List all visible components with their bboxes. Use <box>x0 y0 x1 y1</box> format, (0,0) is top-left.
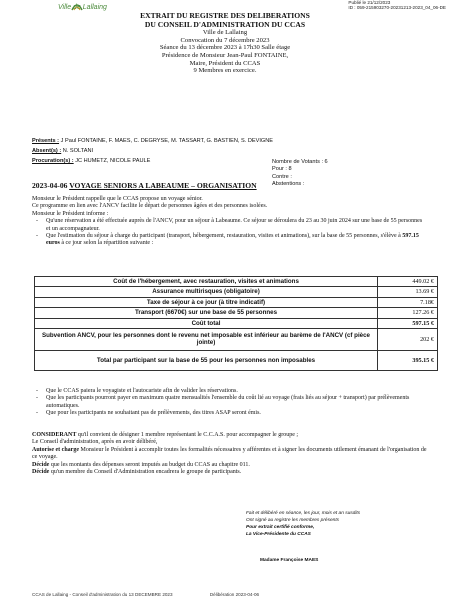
decision-text <box>32 432 427 476</box>
authorize-paragraph <box>32 447 427 462</box>
intro-paragraph: Monsieur le Président informe : <box>32 210 109 217</box>
table-row <box>35 287 438 297</box>
cost-value: 13.69 € <box>378 287 438 297</box>
signature-line: La Vice-Présidente du CCAS <box>246 532 311 537</box>
logo-text: Ville de Lallaing <box>58 4 107 11</box>
header-title-1: EXTRAIT DU REGISTRE DES DELIBERATIONS <box>140 11 310 20</box>
authorize-text: Monsieur le Président à accomplir toutes les formalités nécessaires y afférentes et à signer les documents utilement émanant de l'organisation de ce voyage. <box>32 446 427 461</box>
cost-label: Assurance multirisques (obligatoire) <box>35 287 378 297</box>
table-row <box>35 350 438 370</box>
header-line: Présidence de Monsieur Jean-Paul FONTAINE, <box>161 51 289 59</box>
absent-label: Absent(s) : <box>32 148 62 154</box>
footer-left: CCAS de Lallaing - Conseil d'administration du 13 DECEMBRE 2023 <box>32 592 173 597</box>
total-amount: 597.15 euros <box>46 233 419 247</box>
signature-line: Fait et délibéré en séance, les jour, mois et an susdits <box>246 511 361 516</box>
present-value: J Paul FONTAINE, F. MAES, C. DEGRYSE, M. TASSART, G. BASTIEN, S. DEVIGNE <box>60 138 274 144</box>
cost-value: 597.15 € <box>378 318 438 328</box>
table-row <box>35 318 438 328</box>
considering-text: qu'il convient de désigner 1 membre représentant le C.C.A.S. pour accompagner le groupe ; <box>76 432 299 438</box>
decide-text: que les montants des dépenses seront imputés au budget du CCAS au chapitre 011. <box>49 461 250 468</box>
header-line: Maire, Président du CCAS <box>189 59 261 67</box>
deliberation-heading <box>32 181 257 190</box>
signature-line: Pour extrait certifié conforme, <box>246 525 315 530</box>
table-row <box>35 277 438 287</box>
header-line: Ville de Lallaing <box>202 29 248 37</box>
intro-paragraph: Monsieur le Président rappelle que le CCAS propose un voyage sénior. <box>32 196 203 202</box>
decide-label: Décide <box>32 461 50 468</box>
proxy-value: JC HUMETZ, NICOLE PAULE <box>75 158 151 164</box>
payment-bullets <box>32 388 427 418</box>
cost-value: 127.26 € <box>378 308 438 318</box>
deliberation-number: 2023-04-06 <box>32 181 68 190</box>
signature-line: Ont signé au registre les membres présents <box>246 518 340 523</box>
header-line: Convocation du 7 décembre 2023 <box>180 36 270 44</box>
document-header <box>0 12 450 75</box>
payment-bullet: - Que pour les participants ne souhaitant pas de prélèvements, des titres ASAP seront émis. <box>32 410 427 417</box>
publication-meta <box>348 0 446 11</box>
votes-for: Pour : 8 <box>272 166 292 173</box>
authorize-label: Autorise et charge <box>32 446 79 453</box>
publication-date: Publié le 21/12/2023 <box>348 0 391 5</box>
decide-paragraph <box>32 462 427 469</box>
votes-abstentions: Abstentions : <box>272 181 305 188</box>
decide-paragraph <box>32 469 427 476</box>
considering-label: CONSIDERANT <box>32 432 77 438</box>
proxy-line <box>32 158 150 165</box>
cost-value: 449.02 € <box>378 277 438 287</box>
present-line <box>32 138 273 145</box>
absent-line <box>32 148 93 155</box>
absent-value: N. SOLTANI <box>62 148 94 154</box>
signer-name: Madame Françoise MAES <box>260 558 319 563</box>
cost-label: Total par participant sur la base de 55 pour les personnes non imposables <box>35 350 378 370</box>
cost-label: Coût total <box>35 318 378 328</box>
intro-text <box>32 196 427 248</box>
council-paragraph: Le Conseil d'administration, après en avoir délibéré, <box>32 439 158 446</box>
decide-label: Décide <box>32 469 50 476</box>
header-title-2: DU CONSEIL D'ADMINISTRATION DU CCAS <box>144 19 306 29</box>
payment-bullet: - Que les participants pourront payer en maximum quatre mensualités l'ensemble du coût lié au voyage (frais liés au séjour + transport) par prélèvements automatiques. <box>32 395 427 410</box>
intro-bullet: - Qu'une réservation a été effectuée auprès de l'ANCV, pour un séjour à Labeaume. Ce séjour se déroulera du 23 au 30 juin 2024 sur une base de 55 personnes et un accompagnateur. <box>32 218 427 233</box>
bullet-text: à ce jour selon la répartition suivante : <box>59 240 154 247</box>
cost-value: 7.18€ <box>378 297 438 307</box>
voters-count: Nombre de Votants : 6 <box>272 159 328 165</box>
decide-text: qu'un membre du Conseil d'Administration encadrera le groupe de participants. <box>49 469 242 476</box>
bullet-text: Que l'estimation du séjour à charge du participant (transport, hébergement, restauration, visites et animations), sur la base de 55 personnes, s'élève à <box>46 233 403 240</box>
present-label: Présents : <box>32 138 60 144</box>
proxy-label: Procuration(s) : <box>32 158 74 164</box>
document-id: ID : 059-215903270-20231213-2023_04_06-DE <box>348 5 446 11</box>
cost-value: 395.15 € <box>378 350 438 370</box>
page-footer <box>32 592 432 597</box>
table-row <box>35 297 438 307</box>
deliberation-title: VOYAGE SENIORS A LABEAUME – ORGANISATION <box>69 181 257 190</box>
intro-paragraph: Ce programme en lien avec l'ANCV facilite le départ de personnes âgées et des personnes isolées. <box>32 203 268 210</box>
signature-block <box>246 510 360 538</box>
payment-bullet: - Que le CCAS paiera le voyagiste et l'autocariste afin de valider les réservations. <box>32 388 427 395</box>
table-row <box>35 308 438 318</box>
intro-bullet <box>32 233 427 248</box>
table-row <box>35 329 438 351</box>
header-line: 9 Membres en exercice. <box>193 67 257 75</box>
header-line: Séance du 13 décembre 2023 à 17h30 Salle étage <box>159 44 291 52</box>
cost-value: 202 € <box>378 329 438 351</box>
cost-label: Transport (6670€) sur une base de 55 personnes <box>35 308 378 318</box>
cost-label: Subvention ANCV, pour les personnes dont le revenu net imposable est inférieur au barème de l'ANCV (cf pièce jointe) <box>35 329 378 351</box>
cost-label: Coût de l'hébergement, avec restauration, visites et animations <box>35 277 378 287</box>
cost-label: Taxe de séjour à ce jour (à titre indicatif) <box>35 297 378 307</box>
vote-summary <box>272 159 328 189</box>
footer-right: Délibération 2023-04-06 <box>209 592 260 597</box>
considering-paragraph <box>32 432 427 439</box>
cost-table <box>34 276 438 371</box>
votes-against: Contre : <box>272 173 292 180</box>
